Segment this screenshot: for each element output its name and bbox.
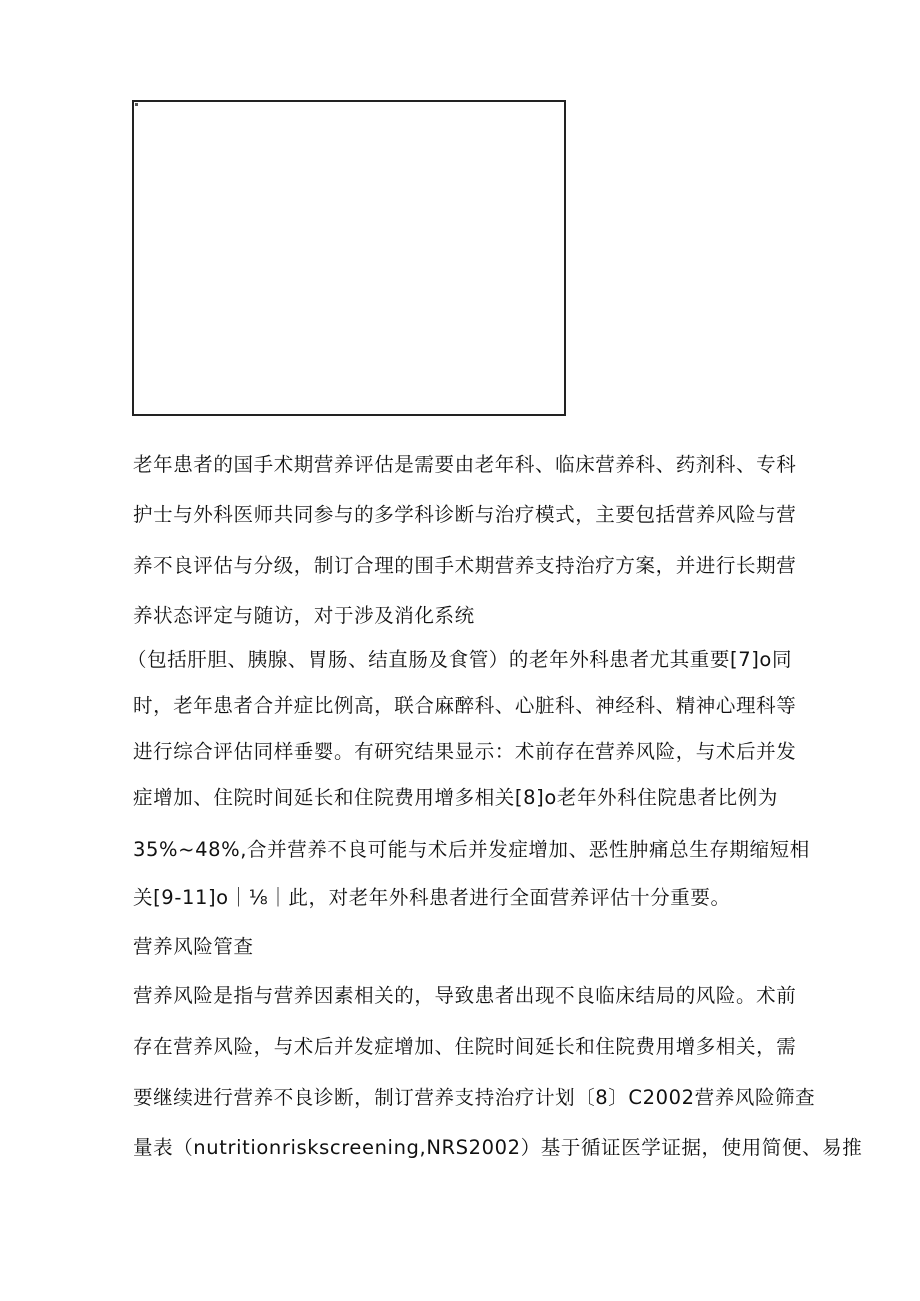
figure-corner-mark	[135, 103, 138, 106]
section-heading: 营养风险管查	[133, 935, 254, 958]
paragraph-2-line: 要继续进行营养不良诊断，制订营养支持治疗计划〔8〕C2002营养风险筛查	[133, 1086, 816, 1109]
paragraph-2-line: 量表（nutritionriskscreening,NRS2002）基于循证医学证据，使用简便、易推	[133, 1136, 863, 1159]
paragraph-1-line: 症增加、住院时间延长和住院费用增多相关[8]o老年外科住院患者比例为	[133, 786, 778, 809]
paragraph-1-line: 老年患者的国手术期营养评估是需要由老年科、临床营养科、药剂科、专科	[133, 453, 797, 476]
paragraph-1-line: 35%~48%,合并营养不良可能与术后并发症增加、恶性肿痛总生存期缩短相	[133, 838, 810, 861]
paragraph-1-line: 关[9-11]o｜⅛｜此，对老年外科患者进行全面营养评估十分重要。	[133, 886, 731, 909]
figure-placeholder	[132, 100, 566, 416]
paragraph-1-line: 养状态评定与随访，对于涉及消化系统	[133, 604, 475, 627]
paragraph-2-line: 营养风险是指与营养因素相关的，导致患者出现不良临床结局的风险。术前	[133, 984, 797, 1007]
paragraph-1-line: 进行综合评估同样垂婴。有研究结果显示：术前存在营养风险，与术后并发	[133, 740, 797, 763]
paragraph-1-line: （包括肝胆、胰腺、胃肠、结直肠及食管）的老年外科患者尤其重要[7]o同	[127, 648, 793, 671]
paragraph-1-line: 护士与外科医师共同参与的多学科诊断与治疗模式，主要包括营养风险与营	[133, 503, 797, 526]
paragraph-2-line: 存在营养风险，与术后并发症增加、住院时间延长和住院费用增多相关，需	[133, 1035, 797, 1058]
paragraph-1-line: 养不良评估与分级，制订合理的围手术期营养支持治疗方案，并进行长期营	[133, 554, 797, 577]
paragraph-1-line: 时，老年患者合并症比例高，联合麻醉科、心脏科、神经科、精神心理科等	[133, 694, 797, 717]
